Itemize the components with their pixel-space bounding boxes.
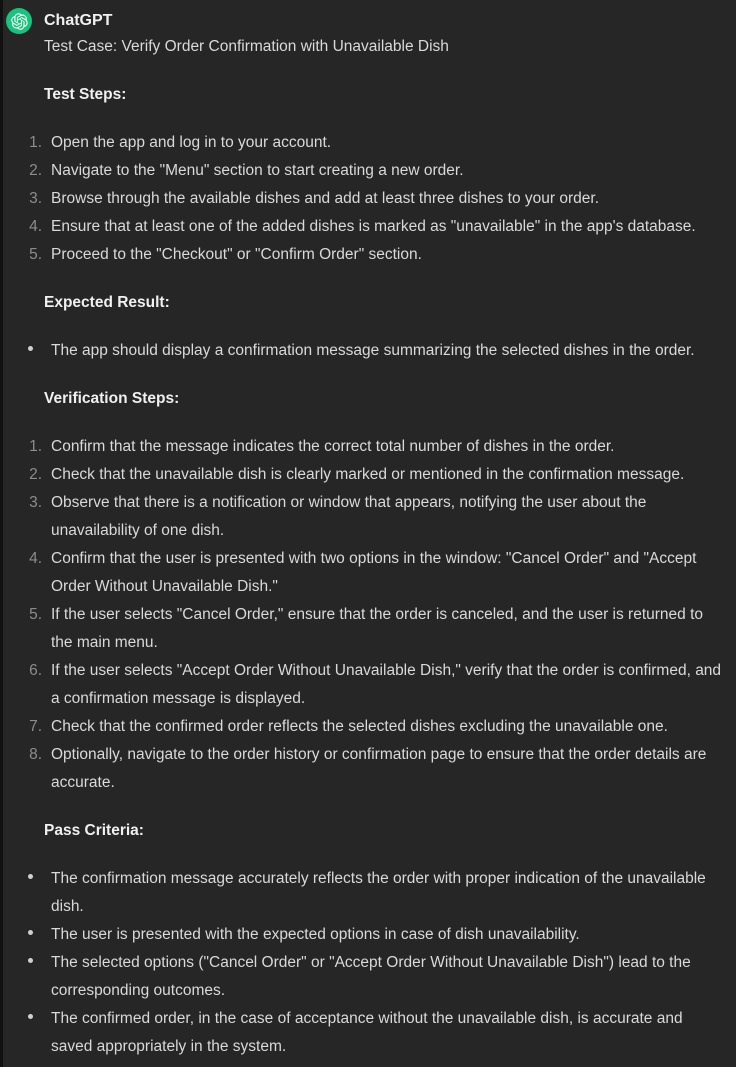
section-heading-pass-criteria: Pass Criteria: (44, 822, 144, 839)
list-item (44, 545, 728, 601)
list-item (44, 489, 728, 545)
list-item-text: Open the app and log in to your account. (51, 134, 332, 151)
list-item (44, 865, 728, 921)
list-item-text: Observe that there is a notification or window that appears, notifying the user about the unavailability of one dish. (51, 494, 647, 539)
section-heading-expected-result: Expected Result: (44, 294, 170, 311)
list-item (44, 241, 728, 269)
section-heading-verification-steps: Verification Steps: (44, 390, 180, 407)
list-item-text: Proceed to the "Checkout" or "Confirm Order" section. (51, 246, 422, 263)
list-item (44, 337, 728, 365)
list-item-text: The user is presented with the expected options in case of dish unavailability. (51, 926, 580, 943)
list-item-text: Check that the confirmed order reflects the selected dishes excluding the unavailable one. (51, 718, 668, 735)
list-item-text: Navigate to the "Menu" section to start creating a new order. (51, 162, 464, 179)
pass-criteria-list (44, 865, 728, 1061)
list-item-text: The selected options ("Cancel Order" or "Accept Order Without Unavailable Dish") lead to the corresponding outcomes. (51, 954, 691, 999)
message-title: Test Case: Verify Order Confirmation with Unavailable Dish (44, 38, 449, 55)
list-item (44, 185, 728, 213)
list-item-text: Optionally, navigate to the order history or confirmation page to ensure that the order details are accurate. (51, 746, 707, 791)
section-heading-test-steps: Test Steps: (44, 86, 127, 103)
sender-name: ChatGPT (44, 12, 113, 29)
list-item-text: Ensure that at least one of the added dishes is marked as "unavailable" in the app's database. (51, 218, 696, 235)
openai-logo-icon (11, 13, 28, 30)
list-item (44, 921, 728, 949)
list-item-text: The confirmed order, in the case of acceptance without the unavailable dish, is accurate and saved appropriately in the system. (51, 1010, 683, 1055)
list-item-text: Confirm that the user is presented with two options in the window: "Cancel Order" and "Accept Order Without Unavailable Dish." (51, 550, 697, 595)
test-steps-list (44, 129, 728, 269)
list-item (44, 129, 728, 157)
list-item-text: If the user selects "Accept Order Without Unavailable Dish," verify that the order is confirmed, and a confirmation message is displayed. (51, 662, 722, 707)
chatgpt-avatar (6, 8, 32, 34)
list-item (44, 949, 728, 1005)
list-item-text: Check that the unavailable dish is clearly marked or mentioned in the confirmation message. (51, 466, 685, 483)
expected-result-list (44, 337, 728, 365)
list-item-text: The confirmation message accurately reflects the order with proper indication of the unavailable dish. (51, 870, 706, 915)
list-item (44, 157, 728, 185)
verification-steps-list (44, 433, 728, 797)
list-item (44, 713, 728, 741)
list-item (44, 433, 728, 461)
list-item (44, 657, 728, 713)
list-item-text: Browse through the available dishes and add at least three dishes to your order. (51, 190, 600, 207)
list-item (44, 1005, 728, 1061)
list-item-text: The app should display a confirmation message summarizing the selected dishes in the order. (51, 342, 695, 359)
list-item (44, 601, 728, 657)
list-item-text: If the user selects "Cancel Order," ensure that the order is canceled, and the user is returned to the main menu. (51, 606, 704, 651)
list-item (44, 741, 728, 797)
list-item (44, 461, 728, 489)
list-item-text: Confirm that the message indicates the correct total number of dishes in the order. (51, 438, 615, 455)
list-item (44, 213, 728, 241)
